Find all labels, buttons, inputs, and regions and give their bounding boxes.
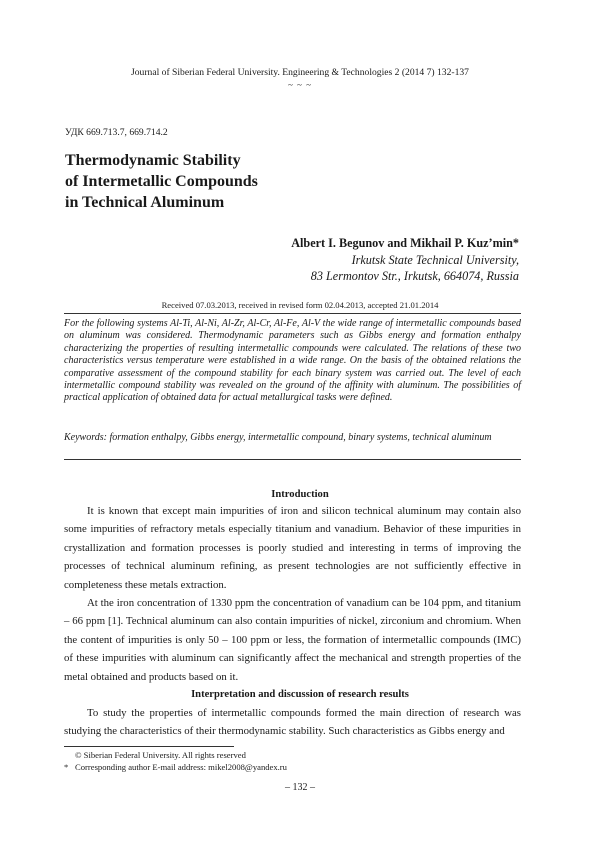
authors: Albert I. Begunov and Mikhail P. Kuz’min*	[291, 236, 519, 250]
title-line: in Technical Aluminum	[65, 194, 225, 211]
abstract-bottom-rule	[64, 459, 521, 460]
abstract-top-rule	[64, 313, 521, 314]
affiliation-line: 83 Lermontov Str., Irkutsk, 664074, Russia	[310, 269, 519, 283]
title-line: Thermodynamic Stability	[65, 152, 241, 169]
body-paragraph: To study the properties of intermetallic compounds formed the main direction of research was studying the characteristics of their thermodynamic stability. Such characteristics as Gibbs energy and	[64, 707, 521, 738]
abstract: For the following systems Al-Ti, Al-Ni, Al-Zr, Al-Cr, Al-Fe, Al-V the wide range of intermetallic compounds based on aluminum was considered. Thermodynamic parameters such as Gibbs energy and formation enthalpy characterizing the properties of resulting intermetallic compounds were calculated. The relations of these two characteristics versus temperature were established in a wide range. On the basis of the obtained relations the comparative assessment of the compound stability for each binary system was carried out. The level of each intermetallic compound stability was revealed on the ground of the affinity with aluminum. The possibilities of practical application of obtained data for actual metallurgical tasks were defined.	[64, 318, 521, 404]
body-paragraph: At the iron concentration of 1330 ppm the concentration of vanadium can be 104 ppm, and titanium – 66 ppm [1]. Technical aluminum can also contain impurities of nickel, zirconium and chromium. When the content of impurities is only 50 – 100 ppm or less, the formation of intermetallic compounds (IMC) of these impurities with aluminum can significantly affect the mechanical and strength properties of the metal obtained and products based on it.	[64, 597, 521, 683]
affiliation-line: Irkutsk State Technical University,	[351, 253, 519, 267]
footnote-rule	[64, 746, 234, 747]
page-number: – 132 –	[285, 782, 315, 793]
footnote-corresponding-text[interactable]: Corresponding author E-mail address: mikel2008@yandex.ru	[75, 762, 287, 772]
affiliation	[311, 252, 519, 284]
header-separator: ~ ~ ~	[287, 80, 313, 90]
body-paragraph: It is known that except main impurities of iron and silicon technical aluminum may contain also some impurities of refractory metals especially titanium and vanadium. Behavior of these impurities in crystallization and formation processes is poorly studied and interesting in terms of improving the processes of technical aluminum refining, as present technologies are not sufficiently effective in completeness these metals extraction.	[64, 505, 521, 591]
udk-code: УДК 669.713.7, 669.714.2	[65, 127, 168, 138]
footnote-copyright: © Siberian Federal University. All rights reserved	[75, 750, 246, 760]
paper-title	[65, 150, 258, 213]
title-line: of Intermetallic Compounds	[65, 173, 258, 190]
section-heading-interpretation: Interpretation and discussion of research results	[191, 689, 409, 700]
journal-header: Journal of Siberian Federal University. Engineering & Technologies 2 (2014 7) 132-137	[131, 67, 469, 78]
keywords: Keywords: formation enthalpy, Gibbs energy, intermetallic compound, binary systems, technical aluminum	[64, 432, 492, 443]
received-dates: Received 07.03.2013, received in revised form 02.04.2013, accepted 21.01.2014	[161, 300, 439, 310]
section-heading-introduction: Introduction	[271, 489, 329, 500]
footnote-corresponding	[64, 762, 287, 772]
footnote-marker: *	[64, 762, 69, 772]
